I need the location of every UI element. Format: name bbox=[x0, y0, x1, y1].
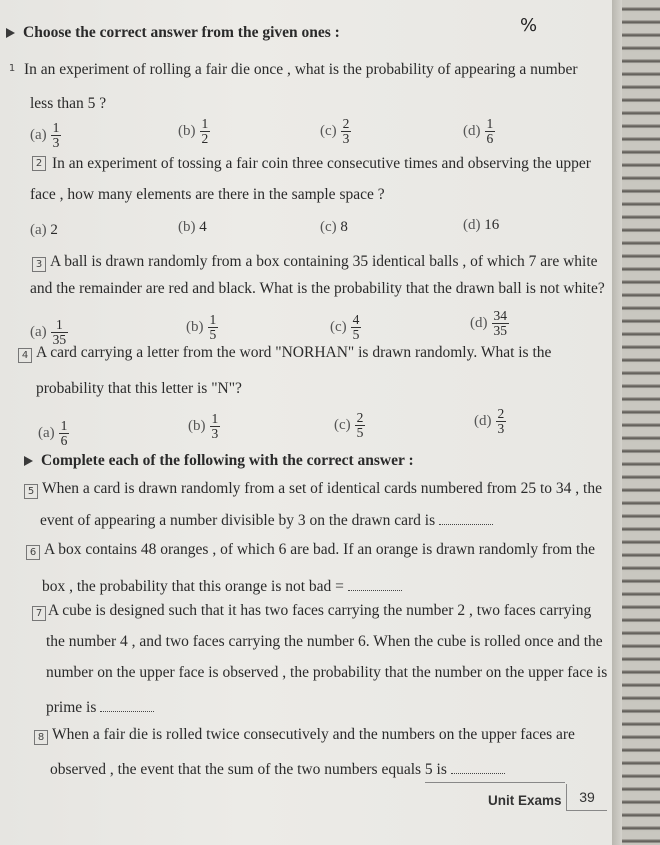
answer-blank[interactable] bbox=[451, 763, 505, 774]
question-text: In an experiment of tossing a fair coin three consecutive times and observing the upper bbox=[52, 155, 591, 172]
question-text: less than 5 ? bbox=[30, 95, 107, 112]
question-number: 3 bbox=[32, 257, 46, 272]
answer-option[interactable]: (d) $\frac{1}{6}$ bbox=[463, 116, 494, 147]
answer-option[interactable]: (a) 2 bbox=[30, 222, 58, 238]
section2-header: Complete each of the following with the correct answer : bbox=[24, 452, 414, 470]
answer-option[interactable]: (c) $\frac{4}{5}$ bbox=[330, 312, 360, 343]
question-number: 4 bbox=[18, 348, 32, 363]
question-text: observed , the event that the sum of the two numbers equals 5 is bbox=[50, 762, 505, 778]
answer-option[interactable]: (b) $\frac{1}{2}$ bbox=[178, 116, 209, 147]
question-text: and the remainder are red and black. What is the probability that the drawn ball is not white? bbox=[30, 280, 605, 297]
answer-option[interactable]: (d) $\frac{2}{3}$ bbox=[474, 406, 505, 437]
question-number: 2 bbox=[32, 156, 46, 171]
question-text: When a card is drawn randomly from a set of identical cards numbered from 25 to 34 , the bbox=[42, 480, 602, 497]
question-text: A card carrying a letter from the word "NORHAN" is drawn randomly. What is the bbox=[36, 344, 552, 361]
answer-option[interactable]: (d) $\frac{34}{35}$ bbox=[470, 308, 507, 339]
question-number: 7 bbox=[32, 606, 46, 621]
question-number: 6 bbox=[26, 545, 40, 560]
section1-header: Choose the correct answer from the given ones : bbox=[6, 24, 340, 42]
answer-option[interactable]: (b) $\frac{1}{3}$ bbox=[188, 411, 219, 442]
question-text: event of appearing a number divisible by 3 on the drawn card is bbox=[40, 513, 493, 529]
answer-option[interactable]: (c) 8 bbox=[320, 219, 348, 235]
answer-blank[interactable] bbox=[100, 701, 154, 712]
footer-label: Unit Exams bbox=[488, 793, 562, 808]
handwritten-mark: % bbox=[520, 15, 538, 36]
spiral-binding bbox=[612, 0, 660, 845]
question-text: number on the upper face is observed , the probability that the number on the upper face is bbox=[46, 664, 608, 681]
footer-divider bbox=[425, 782, 565, 783]
answer-option[interactable]: (a) $\frac{1}{6}$ bbox=[38, 418, 68, 449]
question-text: In an experiment of rolling a fair die once , what is the probability of appearing a number bbox=[24, 61, 578, 78]
page-number: 39 bbox=[566, 784, 607, 811]
bullet-triangle-icon bbox=[6, 28, 15, 38]
answer-option[interactable]: (d) 16 bbox=[463, 217, 500, 233]
answer-blank[interactable] bbox=[439, 514, 493, 525]
question-number: 8 bbox=[34, 730, 48, 745]
question-text: A cube is designed such that it has two faces carrying the number 2 , two faces carrying bbox=[48, 602, 592, 619]
answer-option[interactable]: (c) $\frac{2}{3}$ bbox=[320, 116, 350, 147]
question-number: 1 bbox=[8, 63, 16, 74]
question-text: A ball is drawn randomly from a box containing 35 identical balls , of which 7 are white bbox=[50, 253, 598, 270]
answer-option[interactable]: (a) $\frac{1}{3}$ bbox=[30, 120, 60, 151]
bullet-triangle-icon bbox=[24, 456, 33, 466]
answer-option[interactable]: (b) 4 bbox=[178, 219, 207, 235]
answer-option[interactable]: (a) $\frac{1}{35}$ bbox=[30, 317, 67, 348]
question-text: prime is bbox=[46, 700, 154, 716]
question-number: 5 bbox=[24, 484, 38, 499]
question-text: face , how many elements are there in the sample space ? bbox=[30, 186, 385, 203]
answer-option[interactable]: (c) $\frac{2}{5}$ bbox=[334, 410, 364, 441]
answer-blank[interactable] bbox=[348, 580, 402, 591]
question-text: A box contains 48 oranges , of which 6 are bad. If an orange is drawn randomly from the bbox=[44, 541, 595, 558]
question-text: probability that this letter is "N"? bbox=[36, 380, 242, 397]
question-text: box , the probability that this orange is not bad = bbox=[42, 579, 402, 595]
answer-option[interactable]: (b) $\frac{1}{5}$ bbox=[186, 312, 217, 343]
question-text: the number 4 , and two faces carrying the number 6. When the cube is rolled once and the bbox=[46, 633, 603, 650]
question-text: When a fair die is rolled twice consecutively and the numbers on the upper faces are bbox=[52, 726, 575, 743]
